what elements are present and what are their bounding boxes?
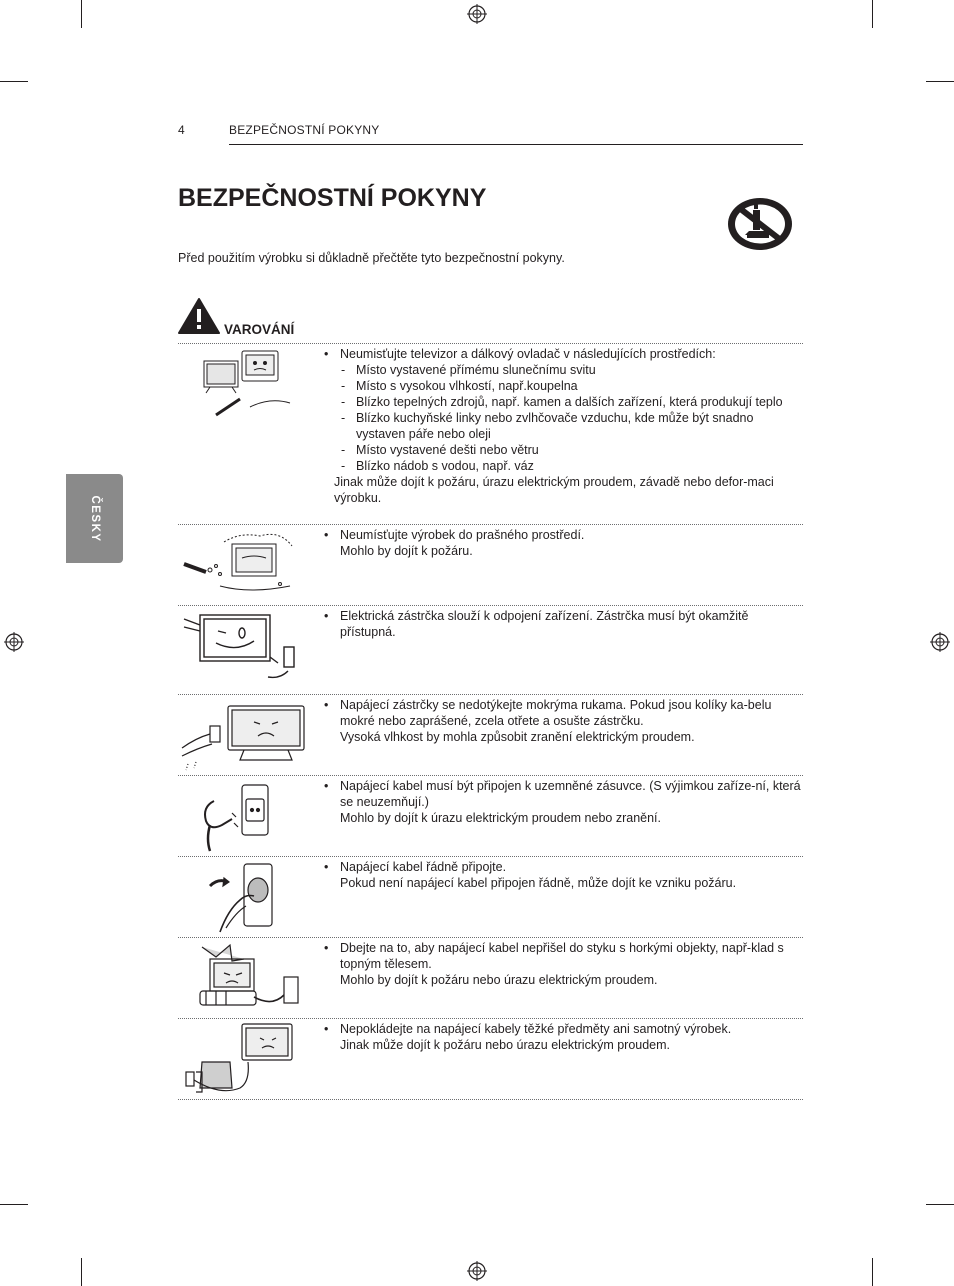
item-consequence: Pokud není napájecí kabel připojen řádně, může dojít ke vzniku požáru. bbox=[340, 876, 737, 890]
warning-triangle-icon bbox=[178, 297, 220, 335]
item-text bbox=[340, 695, 803, 745]
item-sub: - Místo vystavené dešti nebo větru bbox=[340, 442, 803, 458]
crop-mark bbox=[0, 81, 28, 82]
hot-cable-illustration-icon bbox=[180, 941, 318, 1015]
item-consequence: Mohlo by dojít k úrazu elektrickým proudem nebo zranění. bbox=[340, 811, 661, 825]
no-candle-icon bbox=[725, 195, 795, 253]
item-bullet: • Elektrická zástrčka slouží k odpojení zařízení. Zástrčka musí být okamžitě přístupná. bbox=[340, 608, 803, 640]
registration-mark-icon bbox=[467, 4, 487, 24]
language-tab bbox=[66, 474, 123, 563]
crop-mark bbox=[81, 0, 82, 28]
tv-sun-humidity-illustration-icon bbox=[180, 347, 318, 421]
intro-text: Před použitím výrobku si důkladně přečtěte tyto bezpečnostní pokyny. bbox=[178, 251, 565, 265]
item-consequence: Mohlo by dojít k požáru nebo úrazu elektrickým proudem. bbox=[340, 973, 658, 987]
registration-mark-icon bbox=[4, 632, 24, 652]
item-consequence: Vysoká vlhkost by mohla způsobit zranění elektrickým proudem. bbox=[340, 730, 695, 744]
warning-item bbox=[178, 524, 803, 605]
grounded-outlet-illustration-icon bbox=[180, 779, 318, 853]
warning-label: VAROVÁNÍ bbox=[224, 322, 295, 337]
item-bullet: • Napájecí zástrčky se nedotýkejte mokrýma rukama. Pokud jsou kolíky ka-belu mokré nebo zaprášené, zcela otřete a osušte zástrčku. bbox=[340, 697, 803, 729]
item-text bbox=[340, 776, 803, 826]
warning-item bbox=[178, 937, 803, 1018]
warning-item bbox=[178, 343, 803, 524]
crop-mark bbox=[926, 1204, 954, 1205]
item-bullet: • Neumísťujte výrobek do prašného prostředí. bbox=[340, 527, 803, 543]
item-sub: - Blízko tepelných zdrojů, např. kamen a dalších zařízení, která produkují teplo bbox=[340, 394, 803, 410]
item-sub: - Blízko kuchyňské linky nebo zvlhčovače vzduchu, kde může být snadno vystaven páře nebo oleji bbox=[340, 410, 803, 442]
item-text bbox=[340, 606, 803, 640]
item-sub: - Místo vystavené přímému slunečnímu svitu bbox=[340, 362, 803, 378]
language-tab-label: ČESKY bbox=[88, 494, 101, 543]
page-number: 4 bbox=[178, 123, 185, 137]
item-bullet: • Napájecí kabel řádně připojte. bbox=[340, 859, 803, 875]
warning-item bbox=[178, 605, 803, 694]
item-consequence: Jinak může dojít k požáru nebo úrazu elektrickým proudem. bbox=[340, 1038, 671, 1052]
warning-list bbox=[178, 343, 803, 1100]
registration-mark-icon bbox=[467, 1261, 487, 1281]
accessible-plug-illustration-icon bbox=[180, 609, 318, 683]
warning-item bbox=[178, 1018, 803, 1100]
item-bullet: • Napájecí kabel musí být připojen k uzemněné zásuvce. (S výjimkou zaříze-ní, která se neuzemňují.) bbox=[340, 778, 803, 810]
crop-mark bbox=[81, 1258, 82, 1286]
wet-hands-plug-illustration-icon bbox=[180, 698, 318, 772]
item-text bbox=[340, 1019, 803, 1053]
item-text bbox=[334, 344, 803, 506]
item-text bbox=[340, 525, 803, 559]
crop-mark bbox=[926, 81, 954, 82]
item-bullet: • Nepokládejte na napájecí kabely těžké předměty ani samotný výrobek. bbox=[340, 1021, 803, 1037]
crop-mark bbox=[0, 1204, 28, 1205]
warning-item bbox=[178, 856, 803, 937]
item-text bbox=[340, 857, 803, 891]
item-text bbox=[340, 938, 803, 988]
item-sub: - Místo s vysokou vlhkostí, např.koupelna bbox=[340, 378, 803, 394]
item-bullet: • Dbejte na to, aby napájecí kabel nepřišel do styku s horkými objekty, např-klad s topným tělesem. bbox=[340, 940, 803, 972]
registration-mark-icon bbox=[930, 632, 950, 652]
item-bullet: • Neumisťujte televizor a dálkový ovladač v následujících prostředích: bbox=[340, 346, 803, 362]
item-consequence: Mohlo by dojít k požáru. bbox=[340, 544, 473, 558]
item-consequence: Jinak může dojít k požáru, úrazu elektrickým proudem, závadě nebo defor-maci výrobku. bbox=[334, 475, 774, 505]
crop-mark bbox=[872, 0, 873, 28]
header-rule bbox=[229, 144, 803, 145]
plug-insert-illustration-icon bbox=[180, 860, 318, 934]
crop-mark bbox=[872, 1258, 873, 1286]
page-title: BEZPEČNOSTNÍ POKYNY bbox=[178, 184, 487, 212]
running-head: BEZPEČNOSTNÍ POKYNY bbox=[229, 123, 380, 137]
warning-item bbox=[178, 775, 803, 856]
dusty-tv-illustration-icon bbox=[180, 528, 318, 602]
item-sub: - Blízko nádob s vodou, např. váz bbox=[340, 458, 803, 474]
heavy-object-cable-illustration-icon bbox=[180, 1022, 318, 1096]
warning-item bbox=[178, 694, 803, 775]
